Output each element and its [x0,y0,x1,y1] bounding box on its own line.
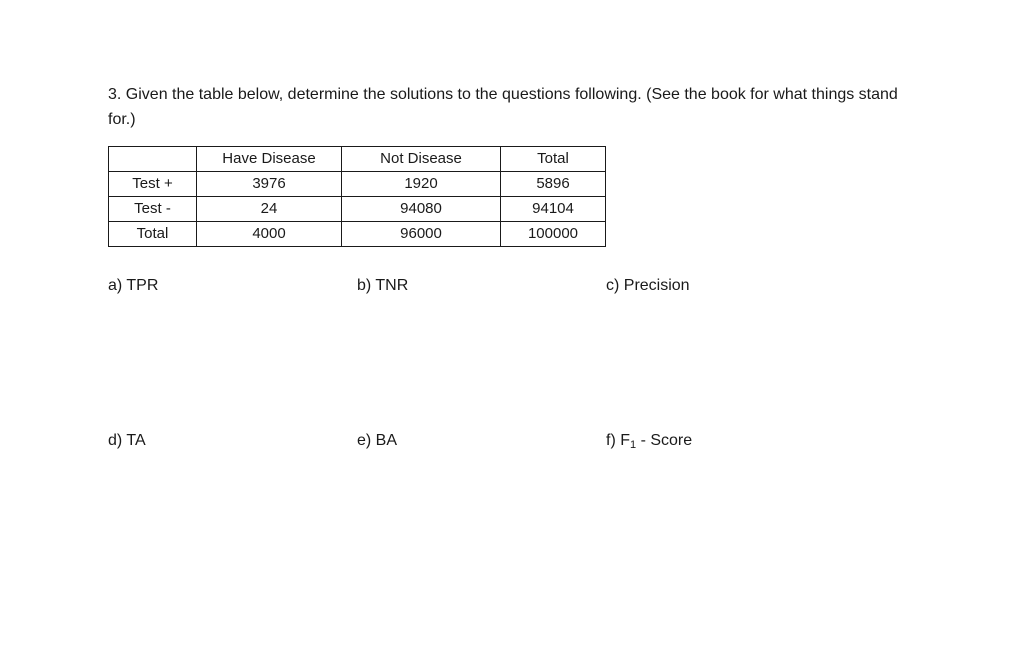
part-c-precision: c) Precision [606,277,690,294]
table-cell: 100000 [501,222,606,247]
table-row [109,222,606,247]
part-f-suffix: - Score [636,432,693,449]
table-cell: Test + [109,172,197,197]
table-cell: 4000 [197,222,342,247]
part-a-tpr: a) TPR [108,277,159,294]
table-row [109,197,606,222]
table-cell: 5896 [501,172,606,197]
table-cell: Total [109,222,197,247]
part-d-ta: d) TA [108,432,146,449]
table-header-cell: Not Disease [342,147,501,172]
table-header-row [109,147,606,172]
table-cell: 94104 [501,197,606,222]
table-cell: Test - [109,197,197,222]
table-cell: 1920 [342,172,501,197]
part-f-prefix: f) F [606,432,630,449]
table-header-cell: Total [501,147,606,172]
table-header-cell [109,147,197,172]
table-cell: 96000 [342,222,501,247]
table-cell: 3976 [197,172,342,197]
part-f-subscript: 1 [630,439,637,451]
table-header-cell: Have Disease [197,147,342,172]
table-cell: 24 [197,197,342,222]
table-row [109,172,606,197]
table-cell: 94080 [342,197,501,222]
part-f-f1-score [606,431,692,451]
question-text: 3. Given the table below, determine the solutions to the questions following. (See the book for what things stand for.) [108,86,898,128]
part-b-tnr: b) TNR [357,277,409,294]
confusion-matrix-table [108,146,606,247]
part-e-ba: e) BA [357,432,398,449]
